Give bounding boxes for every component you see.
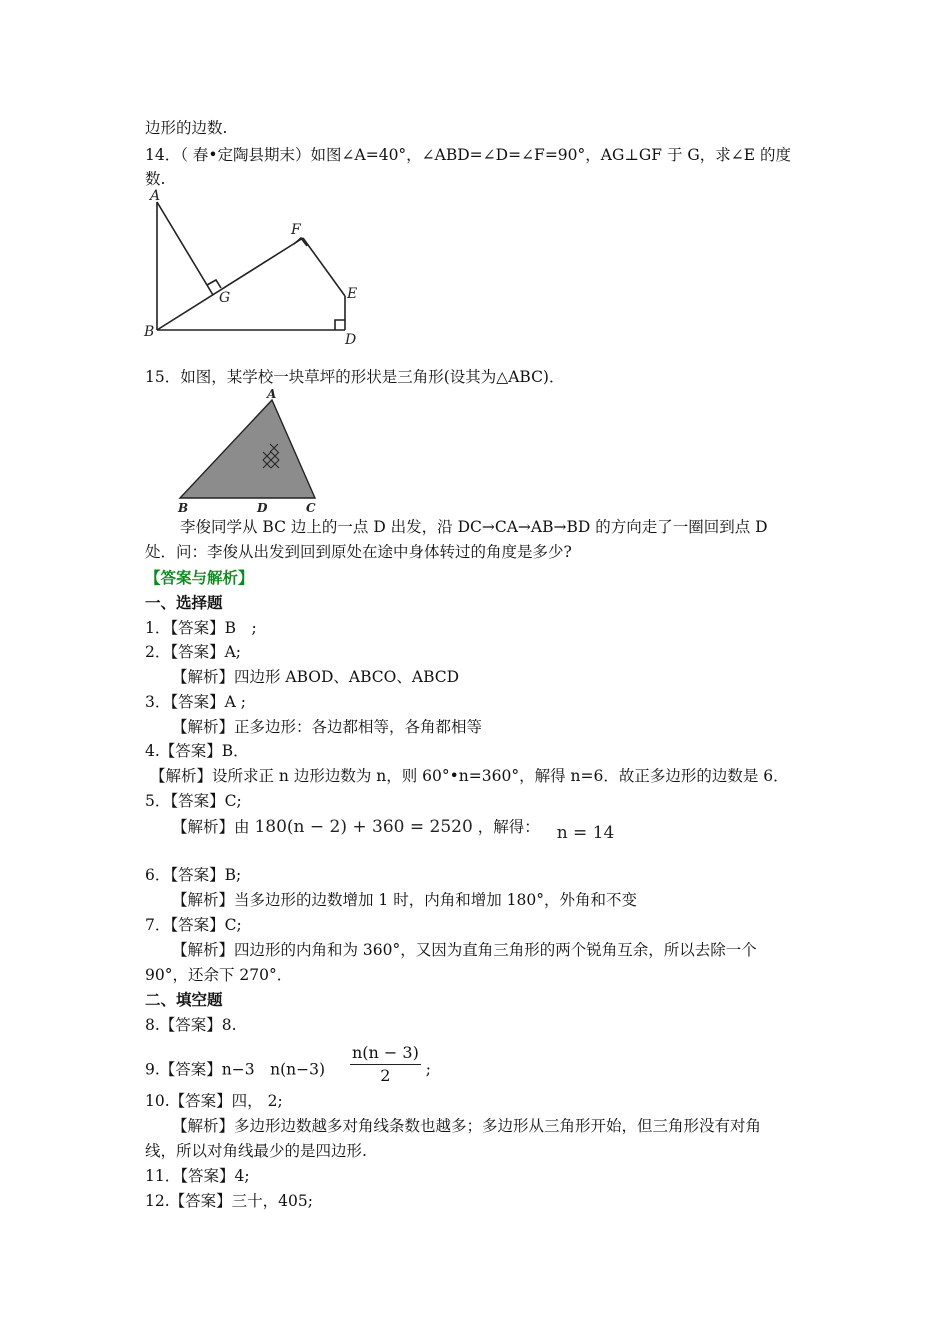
answer-section-title: 【答案与解析】 [145,568,254,587]
question-15: 15．如图，某学校一块草坪的形状是三角形(设其为△ABC)． [145,368,565,386]
analysis-6: 【解析】当多边形的边数增加 1 时，内角和增加 180°，外角和不变 [172,891,637,909]
right-angle-mark-g [207,280,221,288]
fraction-numerator: n(n − 3) [350,1042,421,1065]
section-heading: 二、填空题 [145,990,223,1009]
lawn-triangle [180,400,315,498]
answer-10: 10.【答案】四， 2; [145,1092,283,1110]
answer-12: 12.【答案】三十，405; [145,1192,313,1210]
text-line: 边形的边数. [145,119,228,137]
section-heading: 一、选择题 [145,593,223,612]
answer-4: 4.【答案】B． [145,742,249,760]
answer-5: 5．【答案】C; [145,792,242,810]
answer-7: 7．【答案】C; [145,916,242,934]
punctuation: ; [425,1060,431,1079]
text-line: 线，所以对角线最少的是四边形. [145,1142,367,1160]
fraction-denominator: 2 [380,1066,391,1085]
figure-lawn-triangle [170,388,330,516]
fraction [350,1042,421,1087]
equation: 180(n − 2) + 360 = 2520 [254,817,473,837]
text-line: 李俊同学从 BC 边上的一点 D 出发，沿 DC→CA→AB→BD 的方向走了一圈回到点 D [180,518,768,536]
label-e: E [347,286,358,302]
segment-bf [157,238,303,330]
question-14: 14．（ 春•定陶县期末）如图∠A=40°，∠ABD=∠D=∠F=90°，AG⊥GF 于 G，求∠E 的度 [145,146,792,164]
label-f: F [291,222,301,238]
analysis-4: 【解析】设所求正 n 边形边数为 n，则 60°•n=360°，解得 n=6．故正多边形的边数是 6． [150,767,789,785]
segment-ag [157,202,213,295]
label-c: C [306,501,316,515]
answer-text: 9.【答案】n−3 n(n−3) [145,1060,326,1079]
text-line: 处．问：李俊从出发到回到原处在途中身体转过的角度是多少? [145,543,572,561]
solution: n = 14 [556,823,615,843]
label-d: D [257,501,268,515]
right-angle-mark-d [335,320,345,330]
analysis-10: 【解析】多边形边数越多对角线条数也越多；多边形从三角形开始，但三角形没有对角 [172,1117,762,1135]
segment-fe [303,238,345,296]
analysis-5 [172,816,615,843]
analysis-label: 【解析】由 [172,818,250,836]
answer-6: 6．【答案】B; [145,866,242,884]
analysis-text: ，解得： [477,818,540,836]
label-a: A [150,188,161,204]
text-line: 数. [145,170,166,188]
answer-3: 3．【答案】A ; [145,693,246,711]
analysis-3: 【解析】正多边形：各边都相等，各角都相等 [172,718,483,736]
label-b: B [178,501,189,515]
text-line: 90°，还余下 270°． [145,966,293,984]
analysis-7: 【解析】四边形的内角和为 360°，又因为直角三角形的两个锐角互余，所以去除一个 [172,941,757,959]
analysis-2: 【解析】四边形 ABOD、ABCO、ABCD [172,668,460,686]
label-g: G [219,290,231,306]
answer-8: 8.【答案】8. [145,1016,237,1034]
answer-2: 2．【答案】A; [145,643,242,661]
answer-1: 1．【答案】B ; [145,619,257,637]
answer-11: 11．【答案】4; [145,1167,250,1185]
answer-9 [145,1043,431,1093]
label-a: A [267,388,277,401]
label-b: B [144,324,155,340]
figure-quadrilateral-diagram [140,188,370,348]
label-d: D [345,332,357,348]
